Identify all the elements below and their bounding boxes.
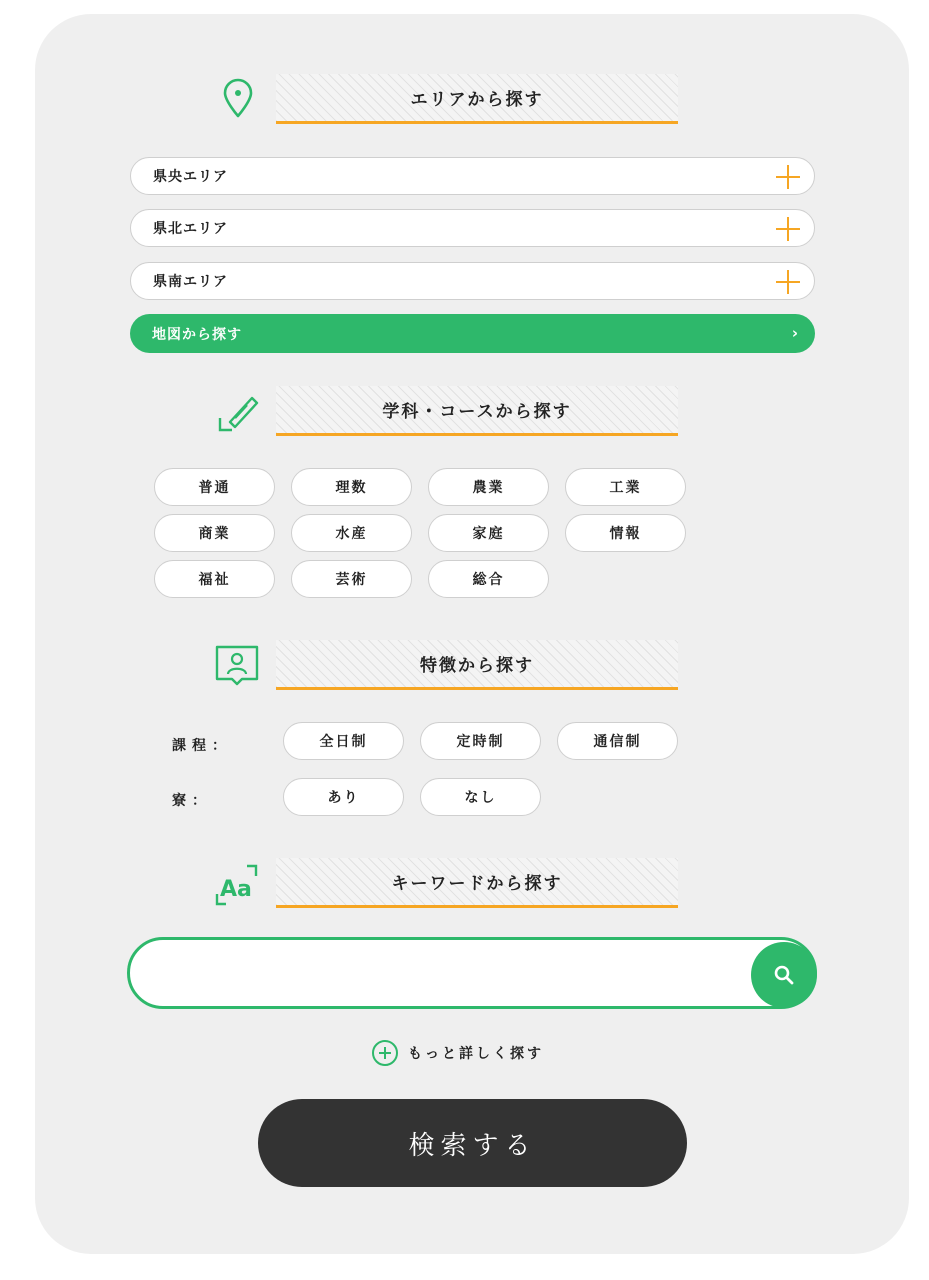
course-option[interactable]: 福祉 — [154, 560, 275, 598]
accordion-area-north[interactable] — [130, 209, 815, 247]
search-icon — [773, 964, 795, 986]
svg-text:Aa: Aa — [220, 877, 252, 902]
course-type-option[interactable]: 全日制 — [283, 722, 404, 760]
course-type-label: 課程： — [172, 738, 232, 754]
dorm-option[interactable]: あり — [283, 778, 404, 816]
keyword-search-box — [127, 937, 817, 1009]
text-aa-icon — [214, 862, 260, 908]
chevron-right-icon: › — [791, 324, 799, 342]
accordion-area-central[interactable] — [130, 157, 815, 195]
accordion-label: 県南エリア — [153, 274, 228, 290]
plus-circle-icon — [372, 1040, 398, 1066]
course-option[interactable]: 農業 — [428, 468, 549, 506]
search-button[interactable] — [751, 942, 817, 1008]
course-option[interactable]: 普通 — [154, 468, 275, 506]
course-option[interactable]: 工業 — [565, 468, 686, 506]
course-option[interactable]: 芸術 — [291, 560, 412, 598]
keyword-section-title: キーワードから探す — [276, 858, 678, 908]
course-option[interactable]: 総合 — [428, 560, 549, 598]
search-panel — [35, 14, 909, 1254]
plus-icon — [776, 270, 800, 294]
keyword-input[interactable] — [150, 952, 750, 994]
course-type-option[interactable]: 定時制 — [420, 722, 541, 760]
feature-section-title: 特徴から探す — [276, 640, 678, 690]
course-option[interactable]: 家庭 — [428, 514, 549, 552]
dorm-option[interactable]: なし — [420, 778, 541, 816]
map-search-button[interactable] — [130, 314, 815, 353]
course-type-option[interactable]: 通信制 — [557, 722, 678, 760]
plus-icon — [776, 165, 800, 189]
course-option[interactable]: 理数 — [291, 468, 412, 506]
advanced-search-label: もっと詳しく探す — [408, 1046, 544, 1062]
pencil-icon — [216, 388, 260, 434]
accordion-label: 県央エリア — [153, 169, 228, 185]
accordion-label: 県北エリア — [153, 221, 228, 237]
dorm-label: 寮： — [172, 793, 212, 809]
course-option[interactable]: 情報 — [565, 514, 686, 552]
advanced-search-link[interactable] — [372, 1040, 544, 1066]
accordion-area-south[interactable] — [130, 262, 815, 300]
submit-search-button[interactable]: 検索する — [258, 1099, 687, 1187]
person-card-icon — [214, 644, 260, 688]
plus-icon — [776, 217, 800, 241]
map-search-label: 地図から探す — [152, 326, 242, 343]
course-option[interactable]: 水産 — [291, 514, 412, 552]
course-option[interactable]: 商業 — [154, 514, 275, 552]
area-section-title: エリアから探す — [276, 74, 678, 124]
course-section-title: 学科・コースから探す — [276, 386, 678, 436]
map-pin-icon — [218, 76, 258, 120]
